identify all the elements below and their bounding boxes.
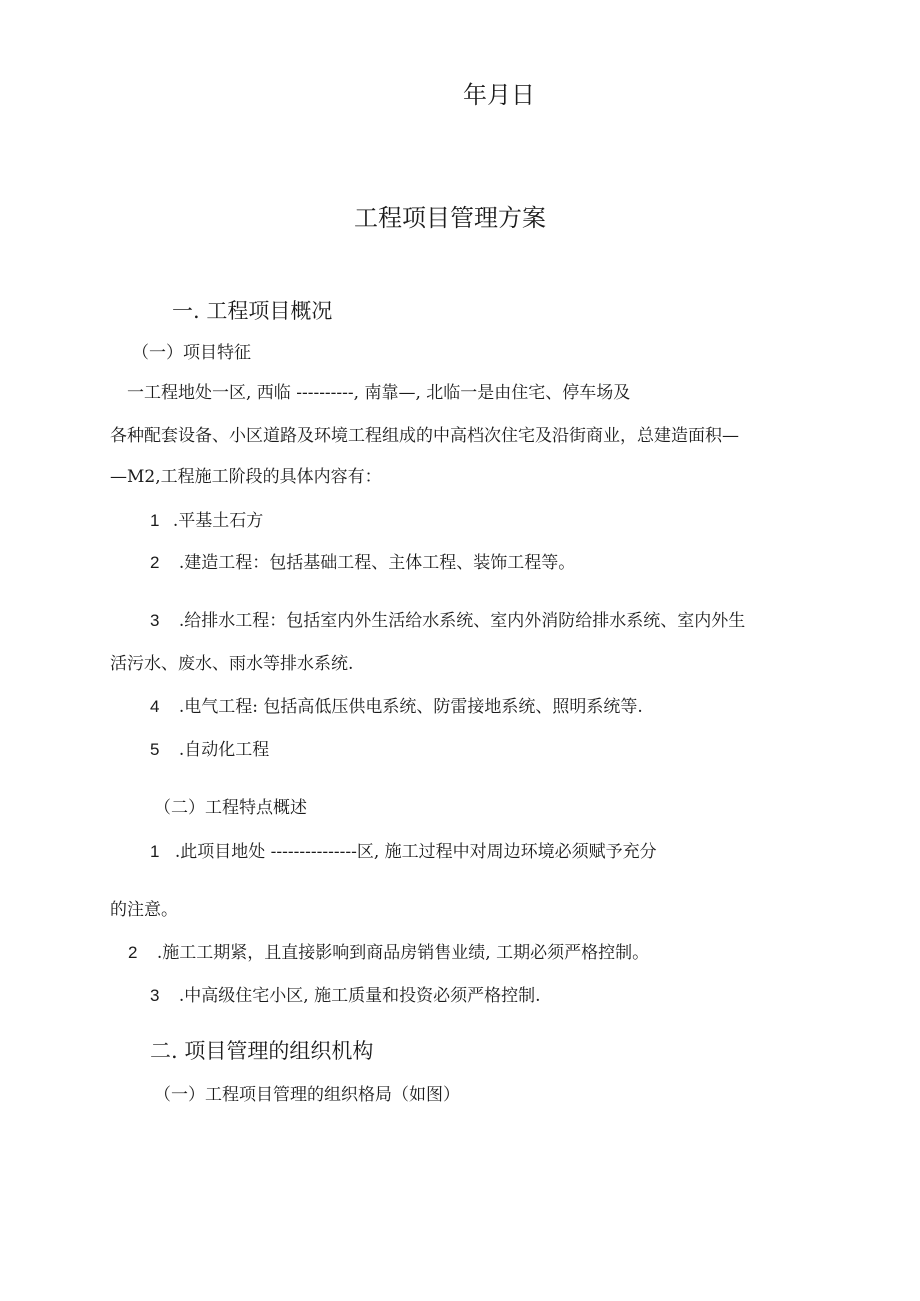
document-title: 工程项目管理方案: [354, 204, 546, 232]
list-item: [150, 985, 541, 1007]
list-item-number: 1: [150, 842, 160, 861]
list-item: [128, 942, 649, 964]
list-item-number: 2: [128, 943, 138, 962]
list-item-number: 4: [150, 697, 160, 716]
list-item: [150, 739, 269, 761]
section-heading-overview: 一. 工程项目概况: [172, 299, 333, 323]
list-item-continuation: 活污水、废水、雨水等排水系统.: [110, 654, 354, 674]
list-item: [150, 610, 745, 632]
list-item-number: 2: [150, 553, 160, 572]
subsection-heading-features: （一）项目特征: [132, 343, 251, 363]
list-item-text: .中高级住宅小区, 施工质量和投资必须严格控制.: [178, 986, 541, 1006]
list-item-text: .自动化工程: [178, 740, 270, 760]
list-item-number: 5: [150, 740, 160, 759]
list-item-number: 3: [150, 611, 160, 630]
paragraph-line: —M2,工程施工阶段的具体内容有：: [110, 467, 382, 487]
subsection-heading-characteristics: （二）工程特点概述: [154, 798, 307, 818]
list-item: [150, 696, 643, 718]
list-item: [150, 510, 263, 532]
list-item-text: .电气工程: 包括高低压供电系统、防雷接地系统、照明系统等.: [178, 697, 643, 717]
list-item: [150, 552, 575, 574]
list-item-text: .建造工程：包括基础工程、主体工程、装饰工程等。: [178, 553, 576, 573]
paragraph-line: 各种配套设备、小区道路及环境工程组成的中高档次住宅及沿街商业，总建造面积—: [110, 426, 739, 446]
list-item-number: 3: [150, 986, 160, 1005]
list-item-text: .给排水工程：包括室内外生活给水系统、室内外消防给排水系统、室内外生: [178, 611, 746, 631]
list-item: [150, 841, 657, 863]
list-item-number: 1: [150, 511, 160, 530]
list-item-text: .此项目地处 ---------------区, 施工过程中对周边环境必须赋予充分: [174, 842, 657, 862]
list-item-continuation: 的注意。: [110, 900, 178, 920]
list-item-text: .施工工期紧，且直接影响到商品房销售业绩, 工期必须严格控制。: [156, 943, 650, 963]
subsection-heading-structure: （一）工程项目管理的组织格局（如图）: [154, 1085, 460, 1105]
section-heading-organization: 二. 项目管理的组织机构: [150, 1039, 374, 1063]
paragraph-line: 一工程地处一区, 西临 ----------, 南靠—, 北临一是由住宅、停车场及: [127, 383, 631, 403]
list-item-text: .平基土石方: [172, 511, 264, 531]
date-line: 年月日: [463, 81, 535, 109]
